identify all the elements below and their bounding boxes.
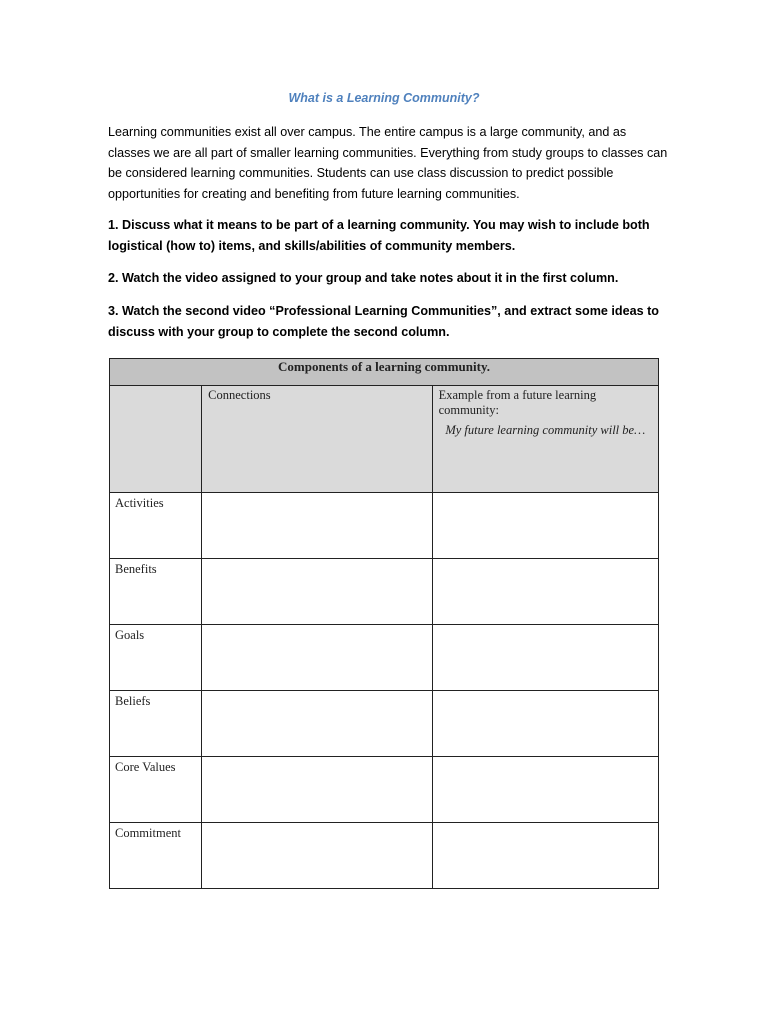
connections-header-cell xyxy=(202,386,432,493)
table-title: Components of a learning community. xyxy=(110,359,659,386)
row-label-activities: Activities xyxy=(115,496,164,510)
table-row xyxy=(110,559,659,625)
step-1-instruction: 1. Discuss what it means to be part of a learning community. You may wish to include both logistical (how to) items, and skills/abilities of community members. xyxy=(108,218,650,253)
row-label-core-values: Core Values xyxy=(115,760,176,774)
connections-cell-commitment[interactable] xyxy=(202,823,432,889)
example-cell-commitment[interactable] xyxy=(432,823,658,889)
row-label-commitment: Commitment xyxy=(115,826,181,840)
connections-cell-benefits[interactable] xyxy=(202,559,432,625)
example-note: My future learning community will be… xyxy=(445,423,646,437)
table-row xyxy=(110,757,659,823)
table-row xyxy=(110,493,659,559)
intro-paragraph: Learning communities exist all over campus. The entire campus is a large community, and as classes we are all part of smaller learning communities. Everything from study groups to classes can be considered learning communities. Students can use class discussion to predict possible opportunities for creating and benefiting from future learning communities. xyxy=(108,125,668,201)
table-title-row xyxy=(110,359,659,386)
connections-cell-goals[interactable] xyxy=(202,625,432,691)
row-label-benefits: Benefits xyxy=(115,562,157,576)
example-header-cell xyxy=(432,386,658,493)
example-cell-core-values[interactable] xyxy=(432,757,658,823)
table-row xyxy=(110,823,659,889)
connections-header: Connections xyxy=(208,388,271,402)
example-header: Example from a future learning community: xyxy=(438,388,597,417)
example-cell-goals[interactable] xyxy=(432,625,658,691)
empty-corner-cell xyxy=(110,386,202,493)
table-row xyxy=(110,625,659,691)
table-column-header-row xyxy=(110,386,659,493)
step-2-instruction: 2. Watch the video assigned to your group and take notes about it in the first column. xyxy=(108,271,619,285)
connections-cell-core-values[interactable] xyxy=(202,757,432,823)
row-label-goals: Goals xyxy=(115,628,145,642)
step-3-instruction: 3. Watch the second video “Professional Learning Communities”, and extract some ideas to discuss with your group to complete the second column. xyxy=(108,304,659,339)
example-cell-benefits[interactable] xyxy=(432,559,658,625)
example-cell-activities[interactable] xyxy=(432,493,658,559)
table-row xyxy=(110,691,659,757)
example-cell-beliefs[interactable] xyxy=(432,691,658,757)
connections-cell-activities[interactable] xyxy=(202,493,432,559)
components-table xyxy=(109,358,659,889)
document-title: What is a Learning Community? xyxy=(288,91,480,105)
connections-cell-beliefs[interactable] xyxy=(202,691,432,757)
row-label-beliefs: Beliefs xyxy=(115,694,151,708)
